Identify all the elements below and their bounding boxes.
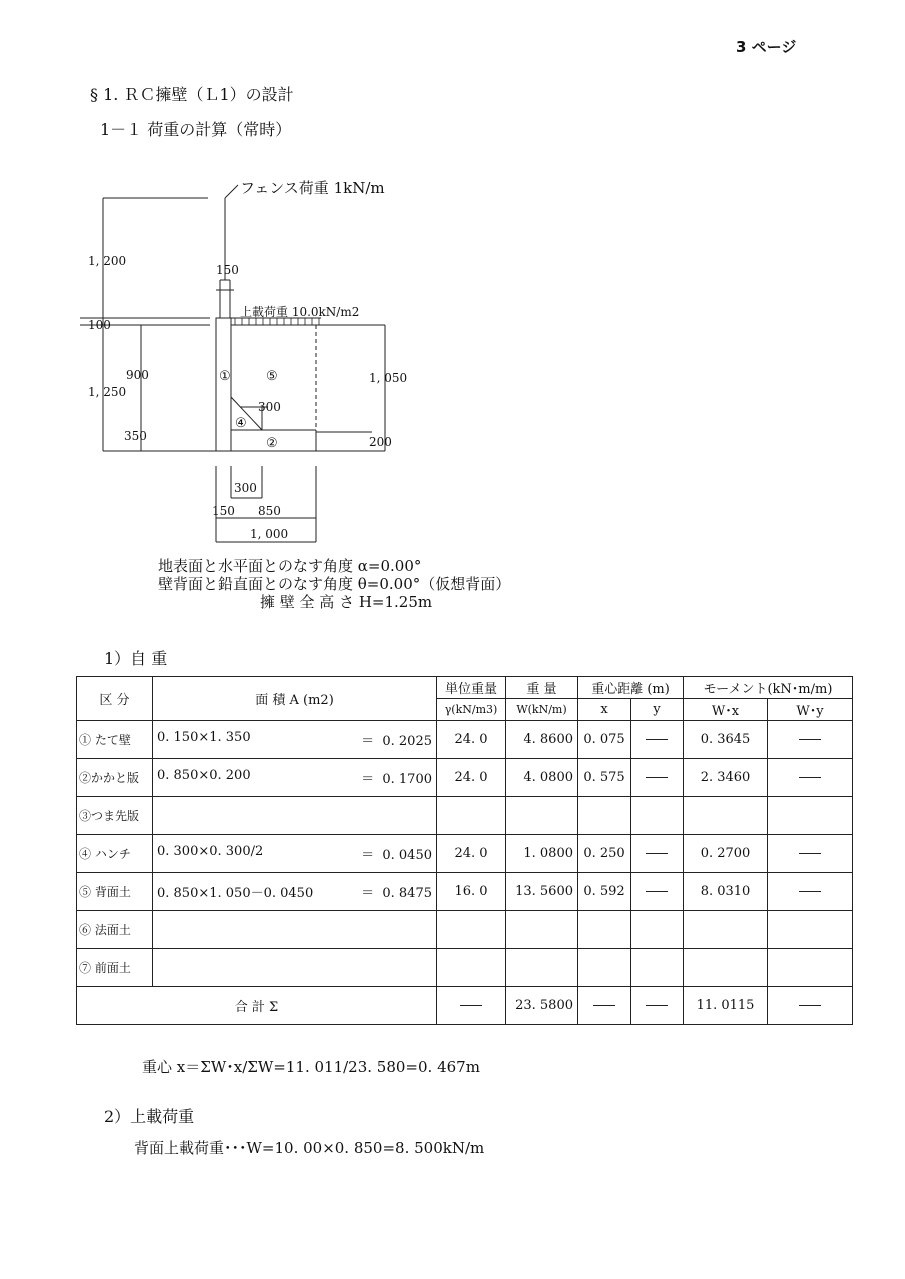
table-row: ⑥ 法面土 — [77, 911, 853, 949]
dim-1000: 1, 000 — [250, 527, 289, 541]
header-wx: W･x — [684, 699, 768, 721]
table-row: ① たて壁 0. 150×1. 350 ＝ 0. 2025 24. 0 4. 8600 0. 075 0. 3645 — [77, 721, 853, 759]
header-cog: 重心距離 (m) — [578, 677, 684, 699]
table-row: ③つま先版 — [77, 797, 853, 835]
header-unit-weight: 単位重量 — [437, 677, 506, 699]
section-self-weight: 1）自 重 — [104, 649, 168, 668]
fence-load-label: フェンス荷重 1kN/m — [240, 179, 385, 197]
dim-350: 350 — [124, 429, 147, 443]
header-weight: 重 量 — [506, 677, 578, 699]
header-moment: モーメント(kN･m/m) — [684, 677, 853, 699]
marker-1: ① — [219, 369, 231, 384]
dim-1050: 1, 050 — [369, 371, 408, 385]
table-total-row: 合 計 Σ 23. 5800 11. 0115 — [77, 987, 853, 1025]
alpha-line: 地表面と水平面とのなす角度 α=0.00° — [158, 557, 422, 575]
heading-design: § 1. ＲＣ擁壁（Ｌ1）の設計 — [90, 85, 294, 104]
height-line: 擁 壁 全 高 さ H=1.25m — [260, 593, 433, 611]
dim-300-haunch: 300 — [258, 400, 281, 414]
section-surcharge: 2）上載荷重 — [104, 1107, 195, 1126]
table-row: ④ ハンチ 0. 300×0. 300/2 ＝ 0. 0450 24. 0 1. 0800 0. 250 0. 2700 — [77, 835, 853, 873]
surcharge-calc: 背面上載荷重･･･W=10. 00×0. 850=8. 500kN/m — [134, 1139, 485, 1157]
page-number: 3 ページ — [736, 38, 797, 56]
header-gamma: γ(kN/m3) — [437, 699, 506, 721]
dim-150-bottom: 150 — [212, 504, 235, 518]
table-row: ②かかと版 0. 850×0. 200 ＝ 0. 1700 24. 0 4. 0800 0. 575 2. 3460 — [77, 759, 853, 797]
table-row: ⑦ 前面土 — [77, 949, 853, 987]
header-category: 区 分 — [77, 677, 153, 721]
dim-1200: 1, 200 — [88, 254, 127, 268]
dim-300-bottom: 300 — [234, 481, 257, 495]
dim-200: 200 — [369, 435, 392, 449]
dim-1250: 1, 250 — [88, 385, 127, 399]
angle-conditions — [158, 557, 510, 611]
marker-2: ② — [266, 436, 278, 451]
dim-850: 850 — [258, 504, 281, 518]
dim-150-top: 150 — [216, 263, 239, 277]
surcharge-load-label: 上載荷重 10.0kN/m2 — [240, 305, 360, 319]
dim-900: 900 — [126, 368, 149, 382]
header-area: 面 積 A (m2) — [153, 677, 437, 721]
center-of-gravity: 重心 x＝ΣW･x/ΣW=11. 011/23. 580=0. 467m — [142, 1058, 480, 1076]
header-x: x — [578, 699, 631, 721]
retaining-wall-diagram — [0, 0, 905, 560]
theta-line: 壁背面と鉛直面とのなす角度 θ=0.00°（仮想背面） — [158, 575, 511, 593]
marker-5: ⑤ — [266, 369, 278, 384]
header-w: W(kN/m) — [506, 699, 578, 721]
header-wy: W･y — [768, 699, 853, 721]
self-weight-table — [76, 676, 853, 1025]
heading-load-calc: 1－１ 荷重の計算（常時） — [100, 120, 292, 139]
dim-100: 100 — [88, 318, 111, 332]
header-y: y — [631, 699, 684, 721]
marker-4: ④ — [235, 416, 247, 431]
table-row: ⑤ 背面土 0. 850×1. 050－0. 0450 ＝ 0. 8475 16. 0 13. 5600 0. 592 8. 0310 — [77, 873, 853, 911]
